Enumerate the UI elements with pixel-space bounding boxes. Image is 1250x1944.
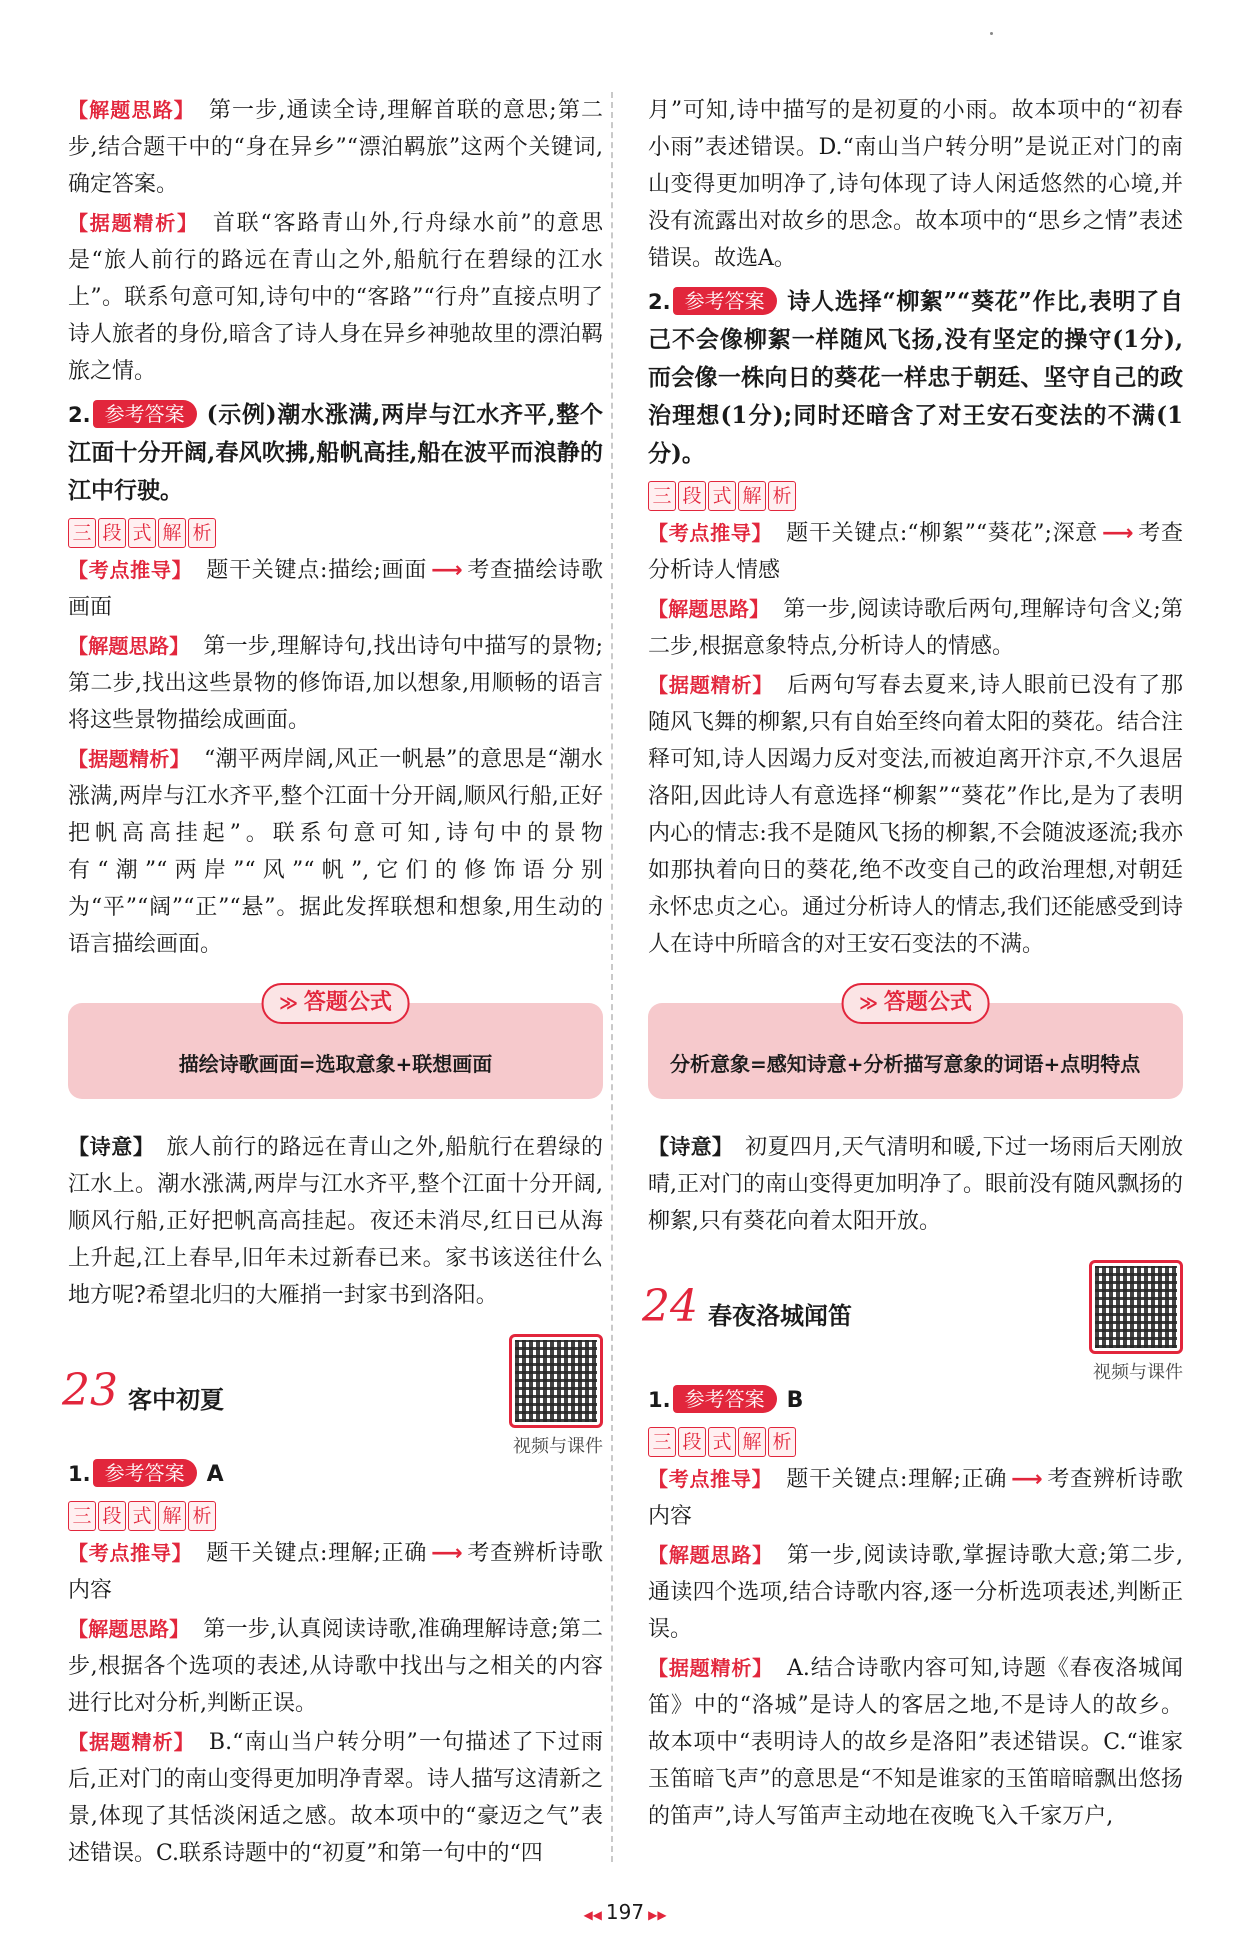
question-number: 1. bbox=[648, 1388, 671, 1412]
triangle-right-icon: ▶▶ bbox=[648, 1908, 667, 1922]
paragraph-text: A.结合诗歌内容可知,诗题《春夜洛城闻笛》中的“洛城”是诗人的客居之地,不是诗人的故乡。故本项中“表明诗人的故乡是洛阳”表述错误。C.“谁家玉笛暗飞声”的意思是“不知是谁家的玉笛暗暗飘出悠扬的笛声”,诗人写笛声主动地在夜晚飞入千家万户, bbox=[648, 1656, 1183, 1829]
left-p5 bbox=[68, 741, 603, 963]
section-header-24 bbox=[642, 1260, 1183, 1383]
right-p2 bbox=[648, 515, 1183, 589]
formula-box bbox=[648, 990, 1183, 1099]
double-chevron-icon: ≫ bbox=[859, 993, 878, 1014]
sdsj-char: 析 bbox=[768, 481, 796, 511]
sdsj-char: 析 bbox=[188, 518, 216, 548]
formula-text: 分析意象=感知诗意+分析描写意象的词语+点明特点 bbox=[670, 1052, 1141, 1076]
tag-label: 【考点推导】 bbox=[68, 1541, 193, 1565]
right-p6 bbox=[648, 1537, 1183, 1648]
tag-label: 【据题精析】 bbox=[648, 673, 774, 697]
paragraph-text: B.“南山当户转分明”一句描述了下过雨后,正对门的南山变得更加明净青翠。诗人描写这清新之景,体现了其恬淡闲适之感。故本项中的“豪迈之气”表述错误。C.联系诗题中的“初夏”和第一句中的“四 bbox=[68, 1730, 604, 1866]
triangle-left-icon: ◀◀ bbox=[583, 1908, 602, 1922]
paragraph-text: 题干关键点:理解;正确 bbox=[786, 1467, 1008, 1492]
left-p4 bbox=[68, 628, 603, 739]
right-p1 bbox=[648, 92, 1183, 277]
sdsj-char: 式 bbox=[708, 481, 736, 511]
paragraph-text: 第一步,认真阅读诗歌,准确理解诗意;第二步,根据各个选项的表述,从诗歌中找出与之相关的内容进行比对分析,判断正误。 bbox=[68, 1617, 603, 1716]
arrow-icon: ⟶ bbox=[1102, 521, 1134, 546]
paragraph-text: 考查辨析诗歌内容 bbox=[648, 1467, 1184, 1529]
formula-text: 描绘诗歌画面=选取意象+联想画面 bbox=[178, 1052, 493, 1076]
three-step-analysis-label bbox=[648, 1427, 1183, 1457]
right-answer-2 bbox=[648, 283, 1183, 473]
right-poem-meaning bbox=[648, 1129, 1183, 1240]
paragraph-text: 第一步,阅读诗歌后两句,理解诗句含义;第二步,根据意象特点,分析诗人的情感。 bbox=[648, 597, 1183, 659]
left-p6 bbox=[68, 1535, 603, 1609]
three-step-analysis-label bbox=[648, 481, 1183, 511]
formula-title-text: 答题公式 bbox=[883, 990, 972, 1015]
double-chevron-icon: ≫ bbox=[279, 993, 298, 1014]
tag-label: 【据题精析】 bbox=[68, 211, 199, 235]
left-poem-meaning bbox=[68, 1129, 603, 1314]
sdsj-char: 式 bbox=[128, 1501, 156, 1531]
paragraph-text: 考查辨析诗歌内容 bbox=[68, 1541, 604, 1603]
question-number: 1. bbox=[68, 1462, 91, 1486]
section-title: 客中初夏 bbox=[128, 1386, 224, 1414]
sdsj-char: 解 bbox=[158, 1501, 186, 1531]
three-step-analysis-label bbox=[68, 518, 603, 548]
answer-badge: 参考答案 bbox=[673, 1385, 777, 1413]
column-divider bbox=[611, 92, 613, 1862]
paragraph-text: 旅人前行的路远在青山之外,船航行在碧绿的江水上。潮水涨满,两岸与江水齐平,整个江面十分开阔,顺风行船,正好把帆高高挂起。夜还未消尽,红日已从海上升起,江上春早,旧年未过新春已来。家书该送往什么地方呢?希望北归的大雁捎一封家书到洛阳。 bbox=[68, 1135, 603, 1308]
section-title: 春夜洛城闻笛 bbox=[708, 1302, 852, 1330]
sdsj-char: 段 bbox=[98, 1501, 126, 1531]
paragraph-text: 考查分析诗人情感 bbox=[648, 521, 1183, 583]
tag-label: 【解题思路】 bbox=[68, 1617, 190, 1641]
sdsj-char: 式 bbox=[128, 518, 156, 548]
paragraph-text: 题干关键点:理解;正确 bbox=[206, 1541, 428, 1566]
sdsj-char: 析 bbox=[188, 1501, 216, 1531]
paragraph-text: 第一步,通读全诗,理解首联的意思;第二步,结合题干中的“身在异乡”“漂泊羁旅”这两个关键词,确定答案。 bbox=[68, 98, 604, 197]
left-p8 bbox=[68, 1724, 603, 1872]
qr-code[interactable] bbox=[1089, 1260, 1183, 1354]
tag-label: 【解题思路】 bbox=[648, 597, 770, 621]
answer-letter: A bbox=[206, 1462, 224, 1487]
tag-label: 【据题精析】 bbox=[68, 1730, 195, 1754]
tag-label: 【据题精析】 bbox=[68, 747, 190, 771]
sdsj-char: 三 bbox=[68, 518, 96, 548]
paragraph-text: “潮平两岸阔,风正一帆悬”的意思是“潮水涨满,两岸与江水齐平,整个江面十分开阔,顺风行船,正好把帆高高挂起”。联系句意可知,诗句中的景物有“潮”“两岸”“风”“帆”,它们的修饰语分别为“平”“阔”“正”“悬”。据此发挥联想和想象,用生动的语言描绘画面。 bbox=[68, 747, 603, 957]
tag-label: 【考点推导】 bbox=[648, 521, 773, 545]
right-p4 bbox=[648, 667, 1183, 963]
formula-title bbox=[841, 983, 990, 1024]
left-p1 bbox=[68, 92, 603, 203]
sdsj-char: 解 bbox=[158, 518, 186, 548]
tag-label: 【解题思路】 bbox=[68, 98, 195, 122]
right-p5 bbox=[648, 1461, 1183, 1535]
paragraph-text: 初夏四月,天气清明和暖,下过一场雨后天刚放晴,正对门的南山变得更加明净了。眼前没有随风飘扬的柳絮,只有葵花向着太阳开放。 bbox=[648, 1135, 1183, 1234]
arrow-icon: ⟶ bbox=[431, 1541, 463, 1566]
right-p7 bbox=[648, 1650, 1183, 1835]
formula-box bbox=[68, 990, 603, 1099]
qr-code-icon bbox=[1095, 1266, 1177, 1348]
sdsj-char: 式 bbox=[708, 1427, 736, 1457]
question-number: 2. bbox=[648, 290, 671, 314]
right-p3 bbox=[648, 591, 1183, 665]
answer-badge: 参考答案 bbox=[93, 1459, 197, 1487]
sdsj-char: 析 bbox=[768, 1427, 796, 1457]
paragraph-text: 题干关键点:“柳絮”“葵花”;深意 bbox=[786, 521, 1099, 546]
tag-label: 【解题思路】 bbox=[648, 1543, 773, 1567]
sdsj-char: 段 bbox=[678, 481, 706, 511]
arrow-icon: ⟶ bbox=[1011, 1467, 1043, 1492]
qr-label: 视频与课件 bbox=[513, 1436, 603, 1457]
sdsj-char: 三 bbox=[648, 481, 676, 511]
three-step-analysis-label bbox=[68, 1501, 603, 1531]
left-p3 bbox=[68, 552, 603, 626]
right-column bbox=[642, 92, 1184, 1837]
qr-code-icon bbox=[515, 1340, 597, 1422]
section-number: 23 bbox=[62, 1365, 118, 1416]
paragraph-text: 第一步,阅读诗歌,掌握诗歌大意;第二步,通读四个选项,结合诗歌内容,逐一分析选项表述,判断正误。 bbox=[648, 1543, 1183, 1642]
page-dot bbox=[990, 32, 993, 35]
paragraph-text: 题干关键点:描绘;画面 bbox=[206, 558, 428, 583]
sdsj-char: 解 bbox=[738, 481, 766, 511]
tag-label: 【解题思路】 bbox=[68, 634, 190, 658]
arrow-icon: ⟶ bbox=[431, 558, 463, 583]
qr-code[interactable] bbox=[509, 1334, 603, 1428]
tag-label: 【据题精析】 bbox=[648, 1656, 773, 1680]
section-number: 24 bbox=[642, 1281, 698, 1332]
sdsj-char: 三 bbox=[68, 1501, 96, 1531]
left-column bbox=[62, 92, 604, 1874]
formula-title bbox=[261, 983, 410, 1024]
paragraph-text: 首联“客路青山外,行舟绿水前”的意思是“旅人前行的路远在青山之外,船航行在碧绿的江水上”。联系句意可知,诗句中的“客路”“行舟”直接点明了诗人旅者的身份,暗含了诗人身在异乡神驰故里的漂泊羁旅之情。 bbox=[68, 211, 603, 384]
sdsj-char: 段 bbox=[98, 518, 126, 548]
paragraph-text: 后两句写春去夏来,诗人眼前已没有了那随风飞舞的柳絮,只有自始至终向着太阳的葵花。结合注释可知,诗人因竭力反对变法,而被迫离开汴京,不久退居洛阳,因此诗人有意选择“柳絮”“葵花”作比,是为了表明内心的情志:我不是随风飞扬的柳絮,不会随波逐流;我亦如那执着向日的葵花,绝不改变自己的政治理想,对朝廷永怀忠贞之心。通过分析诗人的情志,我们还能感受到诗人在诗中所暗含的对王安石变法的不满。 bbox=[648, 673, 1183, 957]
left-answer-2 bbox=[68, 396, 603, 510]
tag-label: 【诗意】 bbox=[648, 1135, 734, 1159]
paragraph-text: 月”可知,诗中描写的是初夏的小雨。故本项中的“初春小雨”表述错误。D.“南山当户转分明”是说正对门的南山变得更加明净了,诗句体现了诗人闲适悠然的心境,并没有流露出对故乡的思念。故本项中的“思乡之情”表述错误。故选A。 bbox=[648, 98, 1183, 271]
page-footer bbox=[0, 1900, 1250, 1924]
answer-letter: B bbox=[786, 1388, 804, 1413]
sdsj-char: 解 bbox=[738, 1427, 766, 1457]
tag-label: 【考点推导】 bbox=[648, 1467, 773, 1491]
paragraph-text: 第一步,理解诗句,找出诗句中描写的景物;第二步,找出这些景物的修饰语,加以想象,用顺畅的语言将这些景物描绘成画面。 bbox=[68, 634, 603, 733]
left-p2 bbox=[68, 205, 603, 390]
sdsj-char: 段 bbox=[678, 1427, 706, 1457]
paragraph-text: 考查描绘诗歌画面 bbox=[68, 558, 604, 620]
formula-title-text: 答题公式 bbox=[303, 990, 392, 1015]
tag-label: 【诗意】 bbox=[68, 1135, 155, 1159]
answer-badge: 参考答案 bbox=[93, 400, 197, 428]
sdsj-char: 三 bbox=[648, 1427, 676, 1457]
answer-text: 诗人选择“柳絮”“葵花”作比,表明了自己不会像柳絮一样随风飞扬,没有坚定的操守(1分),而会像一株向日的葵花一样忠于朝廷、坚守自己的政治理想(1分);同时还暗含了对王安石变法的不满(1分)。 bbox=[648, 288, 1183, 467]
section-header-23 bbox=[62, 1334, 603, 1457]
tag-label: 【考点推导】 bbox=[68, 558, 193, 582]
answer-text: (示例)潮水涨满,两岸与江水齐平,整个江面十分开阔,春风吹拂,船帆高挂,船在波平而浪静的江中行驶。 bbox=[68, 401, 603, 504]
question-number: 2. bbox=[68, 403, 91, 427]
answer-badge: 参考答案 bbox=[673, 287, 777, 315]
left-p7 bbox=[68, 1611, 603, 1722]
page-number: 197 bbox=[605, 1900, 645, 1924]
qr-label: 视频与课件 bbox=[1093, 1362, 1183, 1383]
